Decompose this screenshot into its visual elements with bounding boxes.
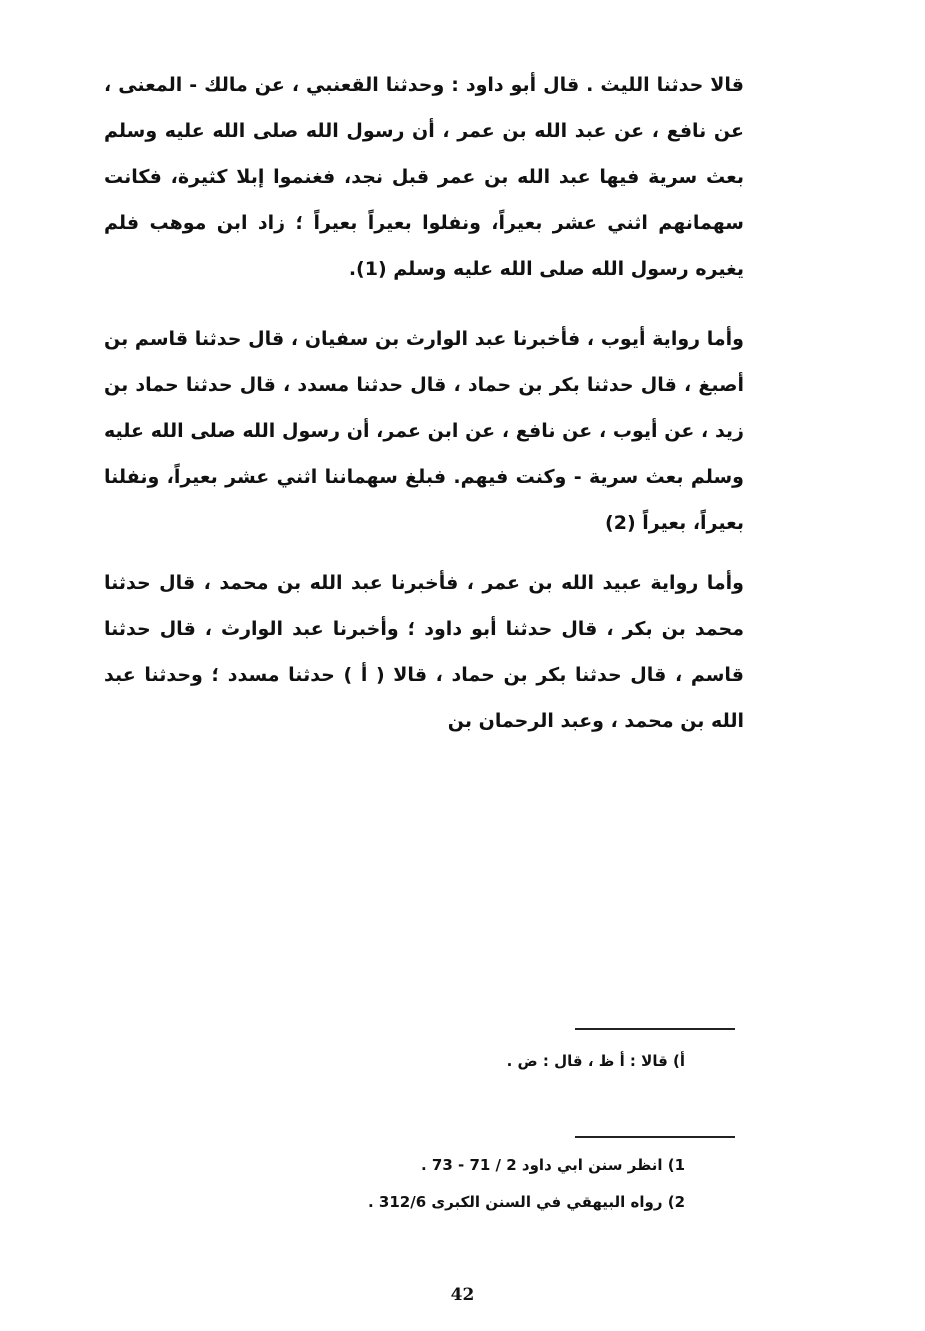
page-number: 42 xyxy=(450,1285,475,1305)
paragraph-2: وأما رواية أيوب ، فأخبرنا عبد الوارث بن سفيان ، قال حدثنا قاسم بن أصبغ ، قال حدثنا بكر بن حماد ، قال حدثنا مسدد ، قال حدثنا حماد بن زيد ، عن أيوب ، عن نافع ، عن ابن عمر، أن رسول الله صلى الله عليه وسلم بعث سرية - وكنت فيهم. فبلغ سهماننا اثني عشر بعيراً، ونفلنا بعيراً، بعيراً (2) xyxy=(104,328,744,534)
variant-note-divider xyxy=(575,1028,735,1030)
paragraph-3: وأما رواية عبيد الله بن عمر ، فأخبرنا عبد الله بن محمد ، قال حدثنا محمد بن بكر ، قال حدثنا أبو داود ؛ وأخبرنا عبد الوارث ، قال حدثنا قاسم ، قال حدثنا بكر بن حماد ، قالا ( أ ) حدثنا مسدد ؛ وحدثنا عبد الله بن محمد ، وعبد الرحمان بن xyxy=(104,572,744,732)
footnote-2: 2) رواه البيهقي في السنن الكبرى 312/6 . xyxy=(368,1193,685,1211)
variant-note: أ) قالا : أ ظ ، قال : ض . xyxy=(506,1052,685,1070)
footnote-1: 1) انظر سنن ابي داود 2 / 71 - 73 . xyxy=(420,1156,685,1174)
paragraph-1: قالا حدثنا الليث . قال أبو داود : وحدثنا القعنبي ، عن مالك - المعنى ، عن نافع ، عن عبد الله بن عمر ، أن رسول الله صلى الله عليه وسلم بعث سرية فيها عبد الله بن عمر قبل نجد، فغنموا إبلا كثيرة، فكانت سهمانهم اثني عشر بعيراً، ونفلوا بعيراً بعيراً ؛ زاد ابن موهب فلم يغيره رسول الله صلى الله عليه وسلم (1). xyxy=(104,74,744,280)
footnote-divider xyxy=(575,1136,735,1138)
